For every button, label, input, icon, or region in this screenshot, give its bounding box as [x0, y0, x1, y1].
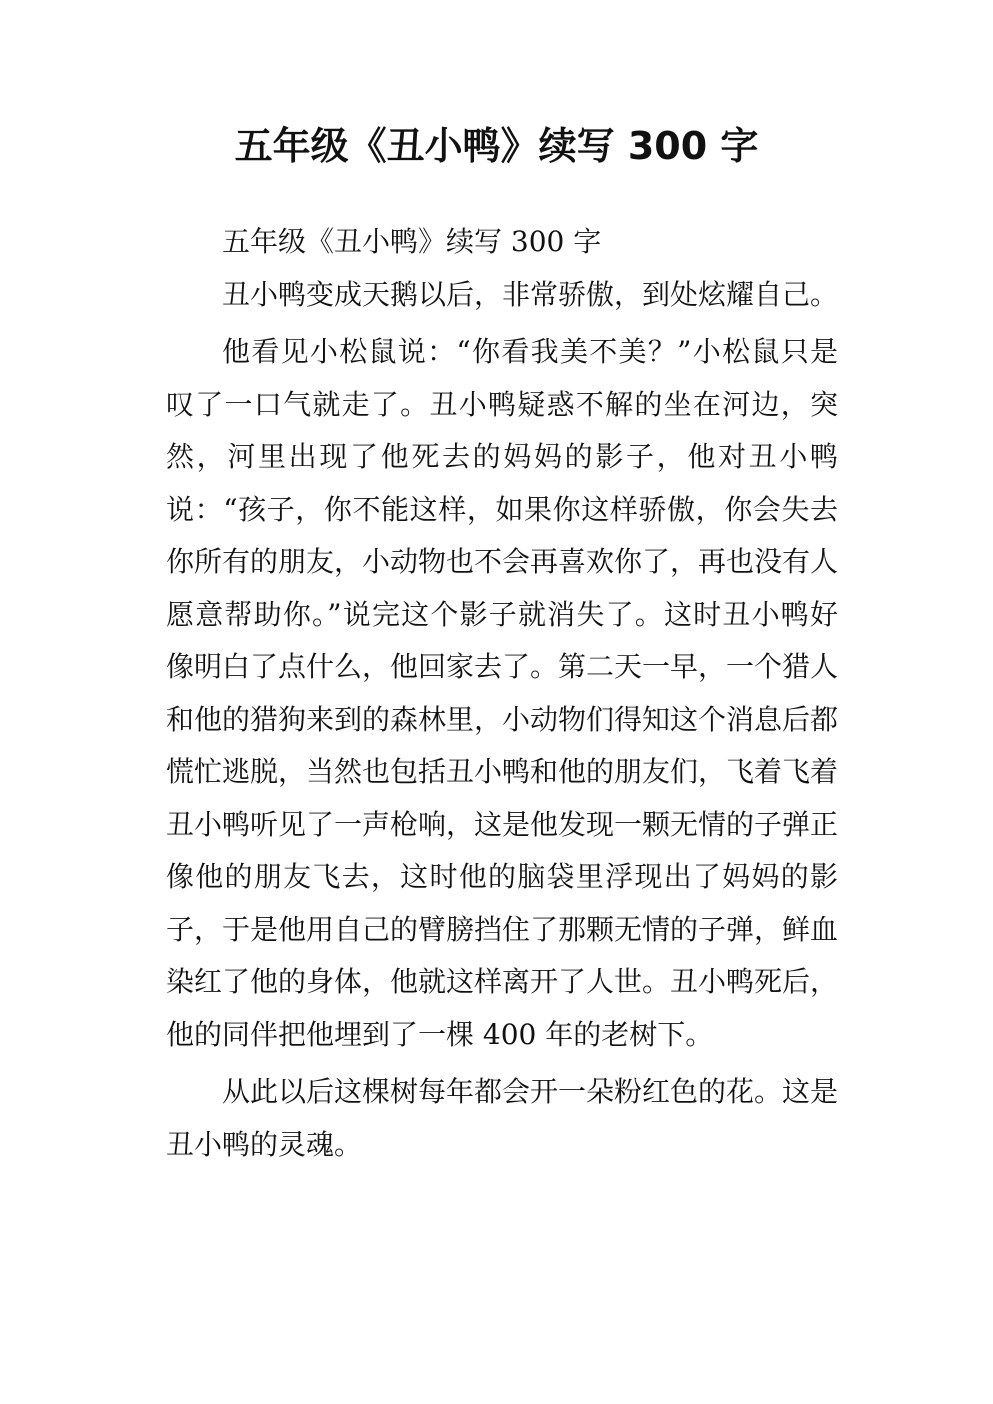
document-body [166, 216, 838, 1171]
paragraph-1: 丑小鸭变成天鹅以后，非常骄傲，到处炫耀自己。 [222, 277, 839, 311]
document-title: 五年级《丑小鸭》续写 300 字 [234, 124, 759, 168]
paragraph-3: 从此以后这棵树每年都会开一朵粉红色的花。这是丑小鸭的灵魂。 [166, 1075, 839, 1161]
paragraph-subtitle: 五年级《丑小鸭》续写 300 字 [222, 225, 602, 258]
paragraph-2: 他看见小松鼠说：“你看我美不美？”小松鼠只是叹了一口气就走了。丑小鸭疑惑不解的坐在河边，突然，河里出现了他死去的妈妈的影子，他对丑小鸭说：“孩子，你不能这样，如果你这样骄傲，你会失去你所有的朋友，小动物也不会再喜欢你了，再也没有人愿意帮助你。”说完这个影子就消失了。这时丑小鸭好像明白了点什么，他回家去了。第二天一早，一个猎人和他的猎狗来到的森林里，小动物们得知这个消息后都慌忙逃脱，当然也包括丑小鸭和他的朋友们，飞着飞着丑小鸭听见了一声枪响，这是他发现一颗无情的子弹正像他的朋友飞去，这时他的脑袋里浮现出了妈妈的影子，于是他用自己的臂膀挡住了那颗无情的子弹，鲜血染红了他的身体，他就这样离开了人世。丑小鸭死后，他的同伴把他埋到了一棵 400 年的老树下。 [166, 335, 839, 1051]
